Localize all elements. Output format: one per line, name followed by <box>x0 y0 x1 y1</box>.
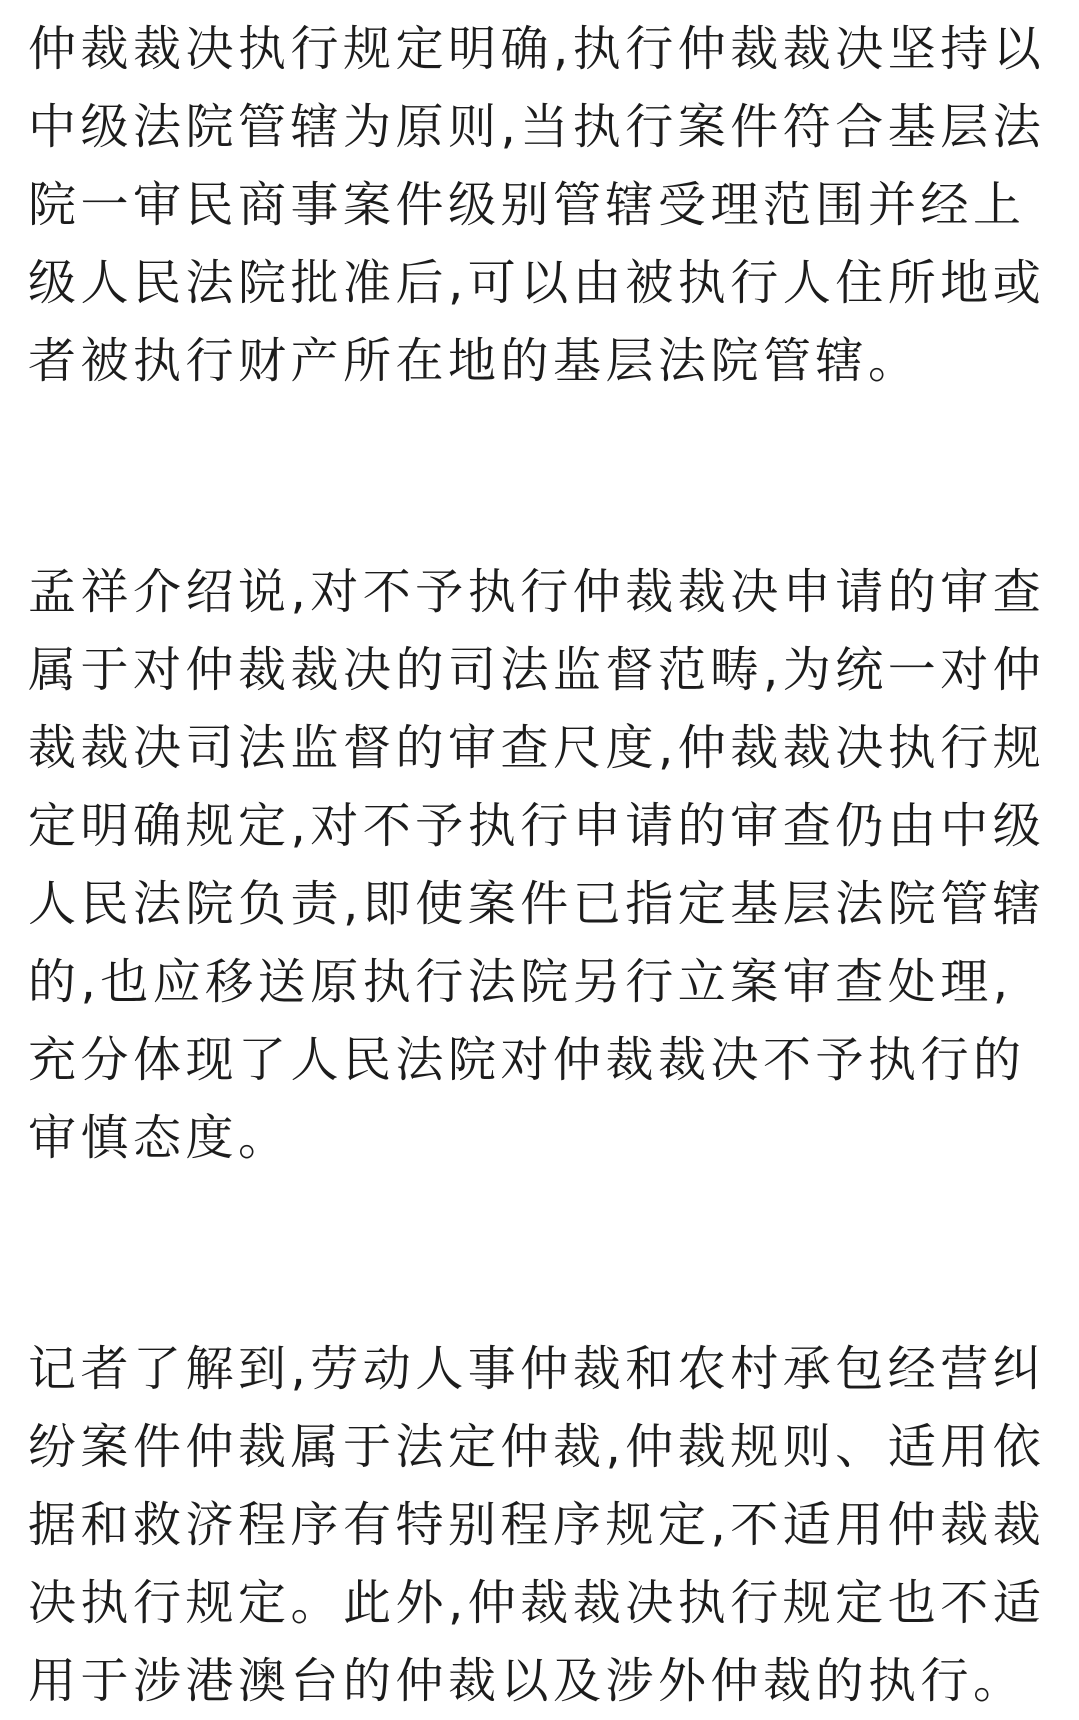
paragraph-1 <box>28 10 1058 400</box>
paragraph-spacer <box>28 400 1058 553</box>
text-line: 的,也应移送原执行法院另行立案审查处理, <box>28 954 1013 1010</box>
text-line: 级人民法院批准后,可以由被执行人住所地或 <box>28 255 1046 311</box>
text-line: 定明确规定,对不予执行申请的审查仍由中级 <box>28 798 1046 854</box>
paragraph-spacer <box>28 1177 1058 1330</box>
article-body <box>28 10 1058 1720</box>
text-line: 裁裁决司法监督的审查尺度,仲裁裁决执行规 <box>28 720 1046 776</box>
text-line: 决执行规定。此外,仲裁裁决执行规定也不适 <box>28 1575 1046 1631</box>
text-line: 仲裁裁决执行规定明确,执行仲裁裁决坚持以 <box>28 21 1046 77</box>
text-line: 院一审民商事案件级别管辖受理范围并经上 <box>28 177 1026 233</box>
text-line: 纷案件仲裁属于法定仲裁,仲裁规则、适用依 <box>28 1419 1046 1475</box>
paragraph-2 <box>28 553 1058 1177</box>
text-line: 属于对仲裁裁决的司法监督范畴,为统一对仲 <box>28 642 1046 698</box>
text-line: 者被执行财产所在地的基层法院管辖。 <box>28 333 921 389</box>
text-line: 中级法院管辖为原则,当执行案件符合基层法 <box>28 99 1046 155</box>
text-line: 充分体现了人民法院对仲裁裁决不予执行的 <box>28 1032 1026 1088</box>
text-line: 用于涉港澳台的仲裁以及涉外仲裁的执行。 <box>28 1653 1026 1709</box>
text-line: 据和救济程序有特别程序规定,不适用仲裁裁 <box>28 1497 1046 1553</box>
text-line: 记者了解到,劳动人事仲裁和农村承包经营纠 <box>28 1341 1046 1397</box>
text-line: 人民法院负责,即使案件已指定基层法院管辖 <box>28 876 1046 932</box>
paragraph-3 <box>28 1330 1058 1720</box>
text-line: 孟祥介绍说,对不予执行仲裁裁决申请的审查 <box>28 564 1046 620</box>
text-line: 审慎态度。 <box>28 1110 291 1166</box>
